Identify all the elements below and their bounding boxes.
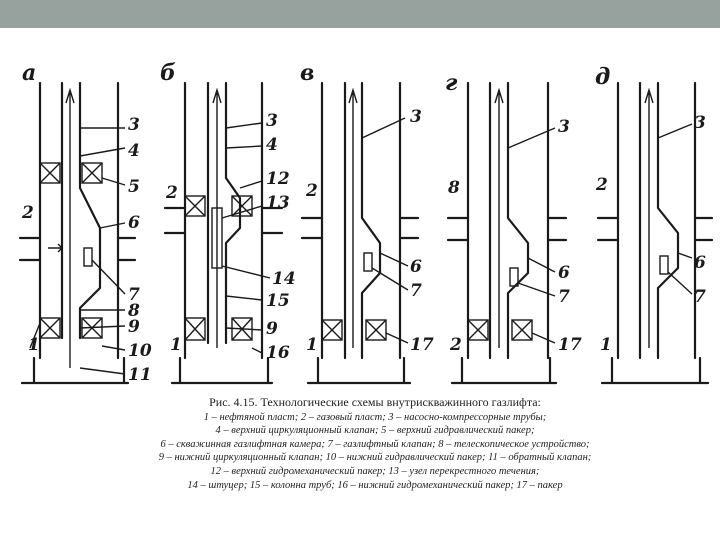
- scheme-v: [300, 60, 434, 383]
- label-v-3: 3: [410, 107, 422, 127]
- scheme-g: [445, 70, 582, 383]
- label-d-1: 1: [600, 335, 612, 355]
- label-v-2: 2: [306, 181, 318, 201]
- label-b-2: 2: [166, 183, 178, 203]
- scheme-d: [595, 64, 712, 383]
- caption-line: 1 – нефтяной пласт; 2 – газовый пласт; 3 – насосно-компрессорные трубы;: [203, 411, 547, 423]
- label-b-13: 13: [266, 193, 290, 213]
- label-v-17: 17: [410, 335, 434, 355]
- caption-line: 4 – верхний циркуляционный клапан; 5 – верхний гидравлический пакер;: [215, 425, 535, 437]
- panel-label-d: д: [595, 64, 611, 90]
- label-a-6: 6: [128, 213, 140, 233]
- label-v-7: 7: [410, 281, 422, 301]
- label-g-8: 8: [448, 178, 460, 198]
- label-a-9: 9: [128, 317, 140, 337]
- label-a-5: 5: [128, 177, 140, 197]
- panel-label-v: в: [300, 60, 315, 86]
- label-a-3: 3: [128, 115, 140, 135]
- label-g-3: 3: [558, 117, 570, 137]
- caption-line: 6 – скважинная газлифтная камера; 7 – газлифтный клапан; 8 – телескопическое устройство;: [160, 438, 590, 450]
- label-d-2: 2: [596, 175, 608, 195]
- label-a-1: 1: [28, 335, 40, 355]
- label-v-1: 1: [306, 335, 318, 355]
- label-b-1: 1: [170, 335, 182, 355]
- label-b-14: 14: [272, 269, 296, 289]
- top-band: [0, 0, 720, 28]
- label-b-12: 12: [266, 169, 290, 189]
- scheme-b: [160, 60, 296, 383]
- gaslift-schemes-figure: [0, 28, 720, 408]
- label-a-11: 11: [128, 365, 152, 385]
- caption-title: Рис. 4.15. Технологические схемы внутрискважинного газлифта:: [209, 395, 541, 409]
- label-d-7: 7: [694, 287, 706, 307]
- panel-label-g: г: [445, 70, 458, 96]
- label-b-16: 16: [266, 343, 290, 363]
- label-a-2: 2: [22, 203, 34, 223]
- label-a-7: 7: [128, 285, 140, 305]
- label-b-15: 15: [266, 291, 290, 311]
- caption-line: 12 – верхний гидромеханический пакер; 13 – узел перекрестного течения;: [210, 465, 540, 477]
- panel-label-a: а: [22, 60, 37, 86]
- label-b-4: 4: [266, 135, 278, 155]
- panel-label-b: б: [160, 60, 176, 86]
- caption-line: 9 – нижний циркуляционный клапан; 10 – нижний гидравлический пакер; 11 – обратный клапан;: [158, 452, 592, 464]
- label-v-6: 6: [410, 257, 422, 277]
- scheme-a: [20, 60, 152, 385]
- label-a-8: 8: [128, 301, 140, 321]
- label-g-6: 6: [558, 263, 570, 283]
- label-b-3: 3: [266, 111, 278, 131]
- label-b-9: 9: [266, 319, 278, 339]
- label-d-6: 6: [694, 253, 706, 273]
- caption-line: 14 – штуцер; 15 – колонна труб; 16 – нижний гидромеханический пакер; 17 – пакер: [187, 479, 563, 491]
- label-d-3: 3: [694, 113, 706, 133]
- label-g-17: 17: [558, 335, 582, 355]
- label-g-2: 2: [450, 335, 462, 355]
- label-a-4: 4: [128, 141, 140, 161]
- figure-caption: [95, 396, 655, 492]
- label-a-10: 10: [128, 341, 152, 361]
- label-g-7: 7: [558, 287, 570, 307]
